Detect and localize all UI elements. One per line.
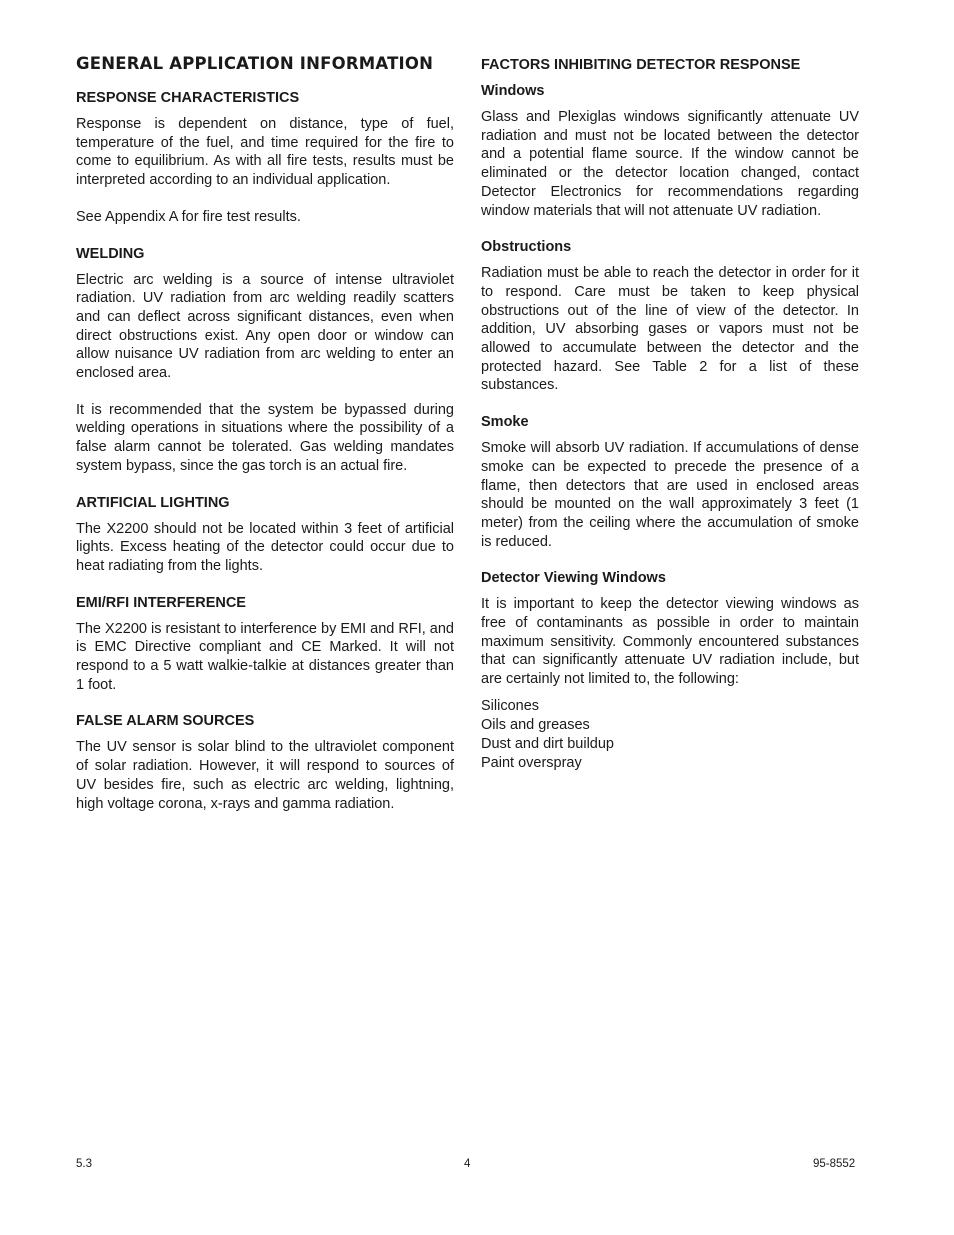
paragraph: The X2200 is resistant to interference by EMI and RFI, and is EMC Directive compliant and CE Marked. It will not respond to a 5 watt walkie-talkie at distances greater than 1 foot.: [76, 620, 454, 693]
footer-page-number: 4: [464, 1158, 471, 1170]
subheading-detector-viewing-windows: Detector Viewing Windows: [481, 570, 666, 587]
heading-false-alarm-sources: FALSE ALARM SOURCES: [76, 713, 255, 730]
paragraph: Smoke will absorb UV radiation. If accumulations of dense smoke can be expected to precede the presence of a flame, then detectors that are used in enclosed areas should be mounted on the wall approximately 3 feet (1 meter) from the ceiling where the accumulation of smoke is reduced.: [481, 440, 859, 550]
subheading-windows: Windows: [481, 83, 545, 99]
paragraph: The X2200 should not be located within 3 feet of artificial lights. Excess heating of the detector could occur due to heat radiating from the lights.: [76, 520, 454, 574]
list-item: Silicones: [481, 697, 540, 714]
paragraph: It is important to keep the detector viewing windows as free of contaminants as possible in order to maintain maximum sensitivity. Commonly encountered substances that can significantly attenuate UV radiation include, but are certainly not limited to, the following:: [481, 596, 859, 688]
paragraph: Radiation must be able to reach the detector in order for it to respond. Care must be taken to keep physical obstructions out of the line of view of the detector. In addition, UV absorbing gases or vapors must not be allowed to accumulate between the detector and the protected hazard. See Table 2 for a list of these substances.: [481, 265, 859, 394]
subheading-smoke: Smoke: [481, 414, 529, 431]
list-item: Oils and greases: [481, 716, 590, 733]
list-item: Dust and dirt buildup: [481, 735, 614, 752]
right-column: [481, 54, 859, 773]
contaminant-list: [481, 697, 859, 773]
footer-section-number: 5.3: [76, 1158, 92, 1170]
heading-welding: WELDING: [76, 245, 145, 262]
paragraph: Glass and Plexiglas windows significantly attenuate UV radiation and must not be located between the detector and a potential flame source. If the window cannot be eliminated or the detector location changed, contact Detector Electronics for recommendations regarding window materials that will not attenuate UV radiation.: [481, 109, 859, 219]
paragraph: Response is dependent on distance, type of fuel, temperature of the fuel, and time required for the fire to come to equilibrium. As with all fire tests, results must be interpreted according to an individual application.: [76, 116, 454, 189]
paragraph: See Appendix A for fire test results.: [76, 208, 301, 225]
footer-document-number: 95-8552: [813, 1158, 856, 1170]
heading-factors-inhibiting: FACTORS INHIBITING DETECTOR RESPONSE: [481, 57, 801, 73]
list-item: Paint overspray: [481, 754, 582, 771]
left-column: [76, 54, 454, 831]
paragraph: It is recommended that the system be bypassed during welding operations in situations where the possibility of a false alarm cannot be tolerated. Gas welding mandates system bypass, since the gas torch is an actual fire.: [76, 401, 454, 474]
subheading-obstructions: Obstructions: [481, 239, 572, 256]
heading-artificial-lighting: ARTIFICIAL LIGHTING: [76, 494, 230, 511]
heading-response-characteristics: RESPONSE CHARACTERISTICS: [76, 90, 300, 106]
page-title: GENERAL APPLICATION INFORMATION: [76, 54, 434, 73]
heading-emi-rfi-interference: EMI/RFI INTERFERENCE: [76, 594, 246, 611]
paragraph: The UV sensor is solar blind to the ultraviolet component of solar radiation. However, it will respond to sources of UV besides fire, such as electric arc welding, lightning, high voltage corona, x-rays and gamma radiation.: [76, 739, 454, 812]
paragraph: Electric arc welding is a source of intense ultraviolet radiation. UV radiation from arc welding readily scatters and can deflect across significant distances, even when direct obstructions exist. Any open door or window can allow nuisance UV radiation from arc welding to enter an enclosed area.: [76, 271, 454, 382]
